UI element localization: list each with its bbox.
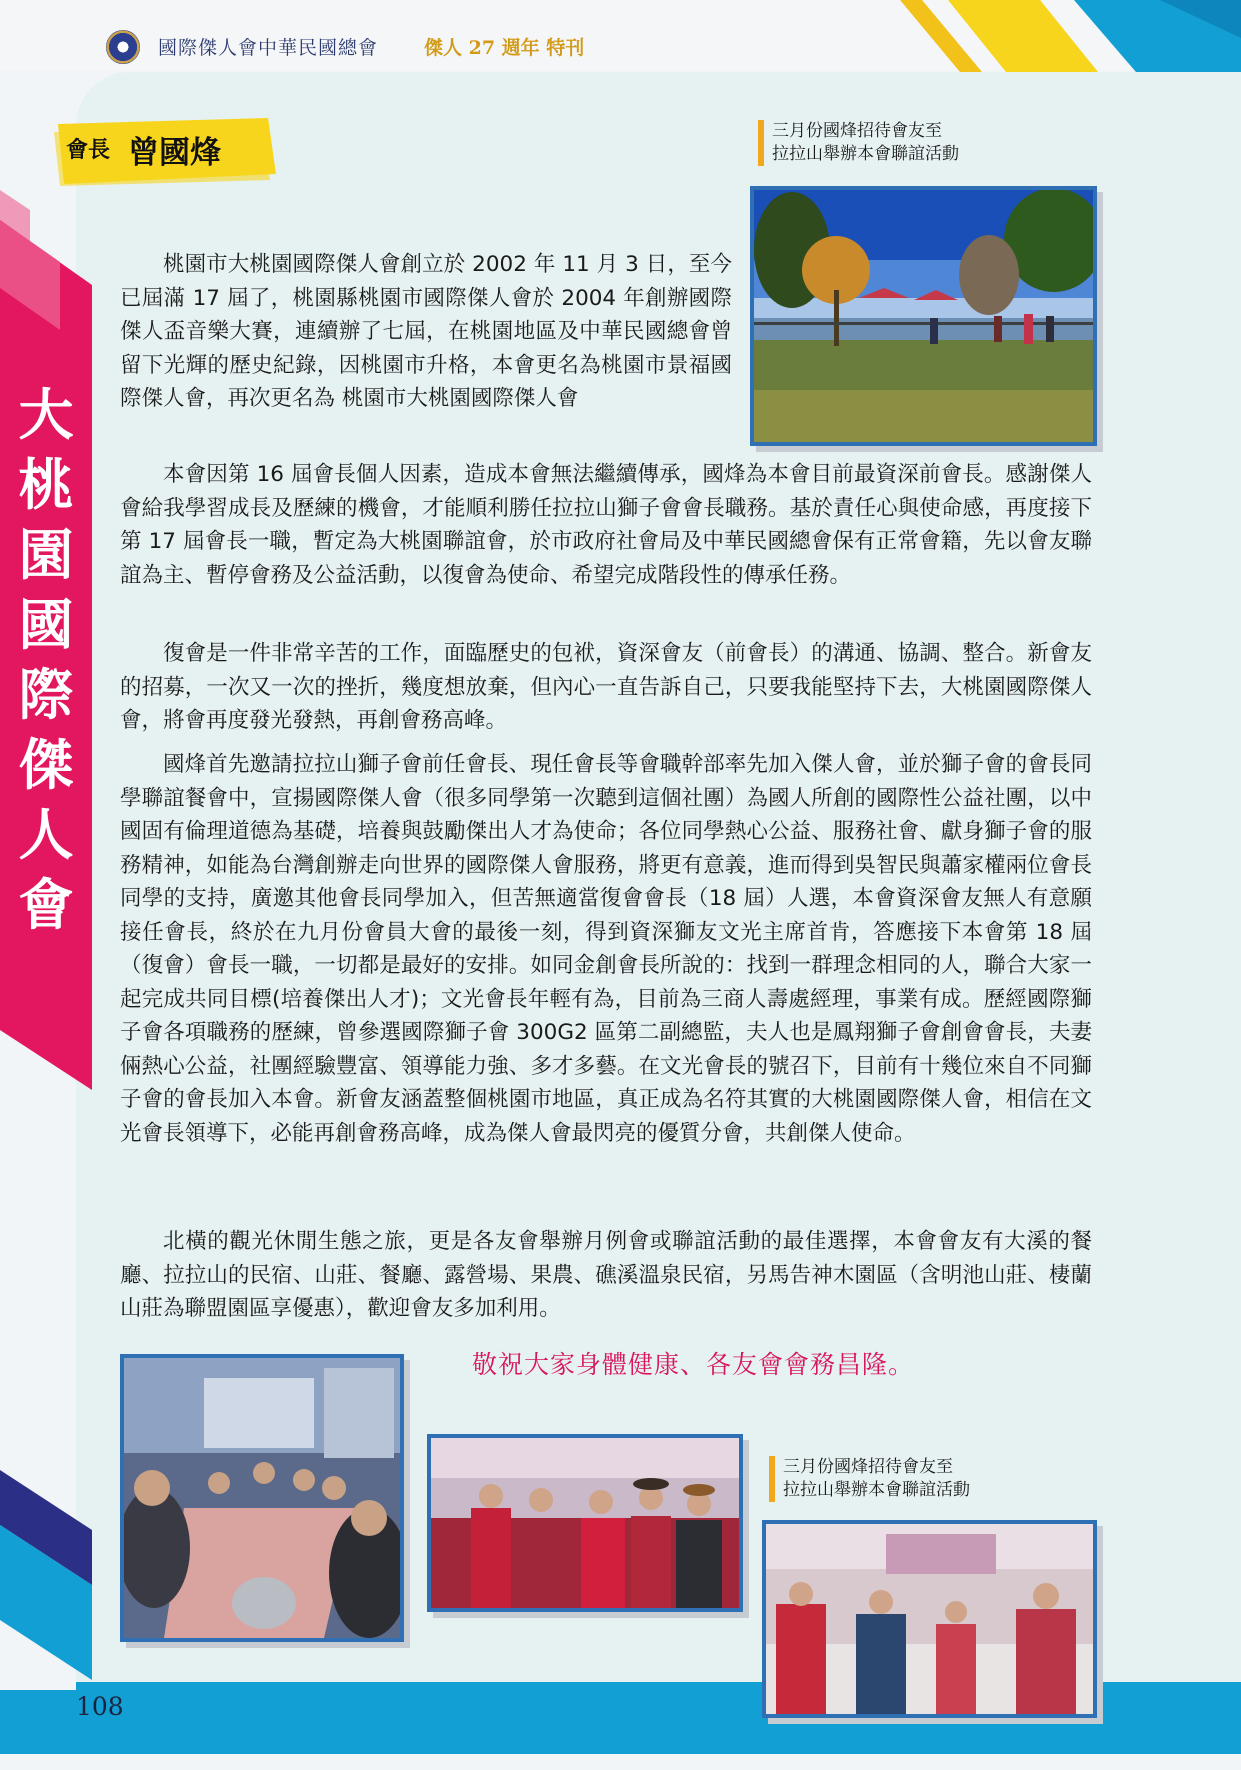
photo-group-celebration [427,1434,743,1612]
president-name: 曾國烽 [128,135,221,171]
article-paragraph: 本會因第 16 屆會長個人因素，造成本會無法繼續傳承，國烽為本會目前最資深前會長。感謝傑人會給我學習成長及歷練的機會，才能順利勝任拉拉山獅子會會長職務。基於責任心與使命感，再度接下第 17 屆會長一職，暫定為大桃園聯誼會，於市政府社會局及中華民國總會保有正常會籍，先以會友聯誼為主、暫停會務及公益活動，以復會為使命、希望完成階段性的傳承任務。 [120,462,1092,588]
header-stripes-decoration [860,0,1241,72]
org-logo-icon [106,30,140,64]
caption-line: 三月份國烽招待會友至 [772,121,942,141]
caption-line: 三月份國烽招待會友至 [783,1457,953,1477]
article-paragraph: 國烽首先邀請拉拉山獅子會前任會長、現任會長等會職幹部率先加入傑人會，並於獅子會的會長同學聯誼餐會中，宣揚國際傑人會（很多同學第一次聽到這個社團）為國人所創的國際性公益社團，以中國固有倫理道德為基礎，培養與鼓勵傑出人才為使命；各位同學熱心公益、服務社會、獻身獅子會的服務精神，如能為台灣創辦走向世界的國際傑人會服務，將更有意義，進而得到吳智民與蕭家權兩位會長同學的支持，廣邀其他會長同學加入，但苦無適當復會會長（18 屆）人選，本會資深會友無人有意願接任會長，終於在九月份會員大會的最後一刻，得到資深獅友文光主席首肯，答應接下本會第 18 屆（復會）會長一職，一切都是最好的安排。如同金創會長所說的：找到一群理念相同的人，聯合大家一起完成共同目標(培養傑出人才)；文光會長年輕有為，目前為三商人壽處經理，事業有成。歷經國際獅子會各項職務的歷練，曾參選國際獅子會 300G2 區第二副總監，夫人也是鳳翔獅子會創會會長，夫妻倆熱心公益，社團經驗豐富、領導能力強、多才多藝。在文光會長的號召下，目前有十幾位來自不同獅子會的會長加入本會。新會友涵蓋整個桃園市地區，真正成為名符其實的大桃園國際傑人會，相信在文光會長領導下，必能再創會務高峰，成為傑人會最閃亮的優質分會，共創傑人使命。 [120,752,1092,1146]
article-paragraph: 桃園市大桃園國際傑人會創立於 2002 年 11 月 3 日，至今已屆滿 17 屆了，桃園縣桃園市國際傑人會於 2004 年創辦國際傑人盃音樂大賽，連續辦了七屆，在桃園地區及中華民國總會曾留下光輝的歷史紀錄，因桃園市升格，本會更名為桃園市景福國際傑人會，再次更名為 桃園市大桃園國際傑人會 [120,252,732,411]
article-paragraph: 復會是一件非常辛苦的工作，面臨歷史的包袱，資深會友（前會長）的溝通、協調、整合。新會友的招募，一次又一次的挫折，幾度想放棄，但內心一直告訴自己，只要我能堅持下去，大桃園國際傑人會，將會再度發光發熱，再創會務高峰。 [120,641,1092,733]
photo-caption-bottom [769,1456,970,1502]
org-name: 國際傑人會中華民國總會 [158,37,379,59]
photo-lala-mountain [750,186,1097,446]
article-paragraph: 北橫的觀光休閒生態之旅，更是各友會舉辦月例會或聯誼活動的最佳選擇，本會會友有大溪的餐廳、拉拉山的民宿、山莊、餐廳、露營場、果農、礁溪溫泉民宿，另馬告神木園區（含明池山莊、棲蘭山莊為聯盟園區享優惠），歡迎會友多加利用。 [120,1229,1092,1321]
caption-line: 拉拉山舉辦本會聯誼活動 [783,1480,970,1500]
page-number: 108 [76,1692,124,1721]
photo-restaurant-gathering [762,1520,1097,1718]
caption-line: 拉拉山舉辦本會聯誼活動 [772,144,959,164]
issue-label: 傑人 27 週年 特刊 [424,37,585,59]
president-role: 會長 [66,138,111,163]
photo-caption-top [758,120,959,166]
sidebar-title: 大桃園國際傑人會 [18,383,74,937]
photo-dinner-gathering [120,1354,404,1642]
closing-greeting: 敬祝大家身體健康、各友會會務昌隆。 [472,1350,915,1379]
